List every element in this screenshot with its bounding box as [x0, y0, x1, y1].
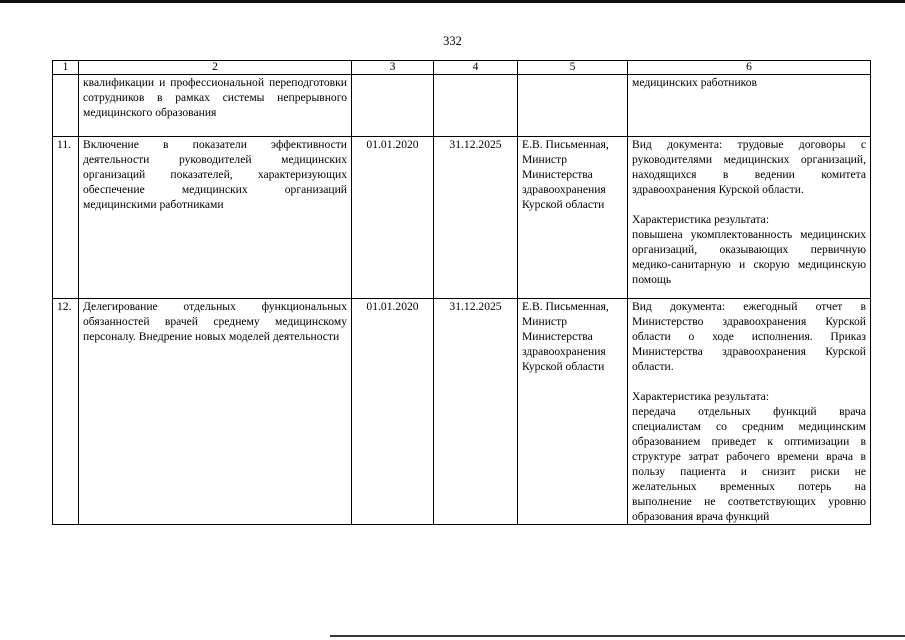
- document-cell: [628, 75, 871, 137]
- table-row: [53, 137, 871, 299]
- table-row: [53, 75, 871, 137]
- start-date-cell: [352, 75, 434, 137]
- start-date-cell: 01.01.2020: [352, 299, 434, 525]
- header-cell: 6: [628, 61, 871, 75]
- end-date-cell: 31.12.2025: [434, 299, 518, 525]
- scan-top-edge: [0, 0, 905, 3]
- activity-cell: Включение в показатели эффективности деятельности руководителей медицинских организаций показателей, характеризующих обеспечение медицинских организаций медицинскими работниками: [79, 137, 352, 299]
- measures-table: [52, 60, 871, 525]
- row-number: [53, 75, 79, 137]
- responsible-cell: [518, 75, 628, 137]
- header-cell: 4: [434, 61, 518, 75]
- result-text: повышена укомплектованность медицинских организаций, оказывающих первичную медико-санитарную и скорую медицинскую помощь: [632, 228, 866, 286]
- start-date-cell: 01.01.2020: [352, 137, 434, 299]
- header-row: [53, 61, 871, 75]
- row-number: 12.: [53, 299, 79, 525]
- header-cell: 5: [518, 61, 628, 75]
- document-cell: [628, 299, 871, 525]
- result-label: Характеристика результата:: [632, 213, 770, 226]
- page-number: 332: [443, 34, 462, 48]
- activity-cell: Делегирование отдельных функциональных обязанностей врачей среднему медицинскому персоналу. Внедрение новых моделей деятельности: [79, 299, 352, 525]
- document-text: Вид документа: трудовые договоры с руководителями медицинских организаций, находящихся в ведении комитета здравоохранения Курской области.: [632, 138, 866, 196]
- header-cell: 2: [79, 61, 352, 75]
- responsible-cell: Е.В. Письменная, Министр Министерства здравоохранения Курской области: [518, 137, 628, 299]
- scan-bottom-edge: [330, 635, 905, 637]
- result-label: Характеристика результата:: [632, 390, 770, 403]
- header-cell: 3: [352, 61, 434, 75]
- activity-cell: квалификации и профессиональной переподготовки сотрудников в рамках системы непрерывного медицинского образования: [79, 75, 352, 137]
- end-date-cell: [434, 75, 518, 137]
- table-row: [53, 299, 871, 525]
- document-cell: [628, 137, 871, 299]
- responsible-cell: Е.В. Письменная, Министр Министерства здравоохранения Курской области: [518, 299, 628, 525]
- end-date-cell: 31.12.2025: [434, 137, 518, 299]
- header-cell: 1: [53, 61, 79, 75]
- result-text: передача отдельных функций врача специалистам со средним медицинским образованием приведет к оптимизации в структуре затрат рабочего времени врача в пользу пациента и снизит риски не желательных временных потерь на выполнение не соответствующих уровню образования врача функций: [632, 405, 866, 523]
- document-text: медицинских работников: [632, 76, 758, 89]
- document-text: Вид документа: ежегодный отчет в Министерство здравоохранения Курской области о ходе исполнения. Приказ Министерства здравоохранения Курской области.: [632, 300, 866, 373]
- row-number: 11.: [53, 137, 79, 299]
